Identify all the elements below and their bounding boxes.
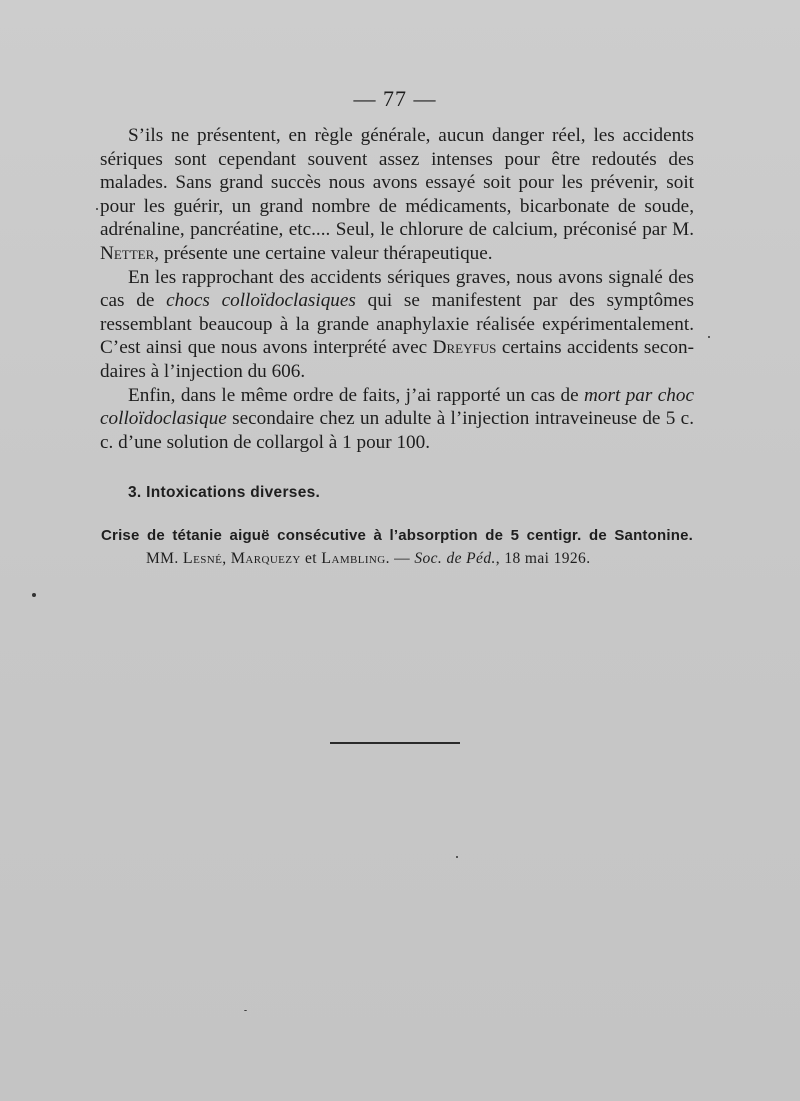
text-run: , présente une certaine valeur thérapeutique. <box>154 242 493 264</box>
text-run: secondaire chez un adulte à l’injection intraveineuse de 5 c. c. d’une solution de collargol à 1 pour 100. <box>100 408 694 453</box>
paragraph <box>100 124 694 266</box>
scan-speck <box>708 336 710 338</box>
text-run: , <box>222 550 231 567</box>
section-heading: 3. Intoxications diverses. <box>128 484 321 501</box>
body-text <box>100 124 694 454</box>
text-run: . — <box>385 550 415 567</box>
text-run: certains accidents secondaires à l’injection du 606. <box>100 337 695 382</box>
text-run: En les rapprochant des accidents sériques graves, nous avons signalé des cas de <box>100 266 694 312</box>
italic-text: mort par choc colloïdoclasique <box>100 384 695 430</box>
paragraph <box>100 266 694 384</box>
name-smallcaps: Dreyfus <box>432 337 497 359</box>
text-run: et <box>300 550 322 567</box>
text-run: Enfin, dans le même ordre de faits, j’ai rapporté un cas de <box>128 384 585 406</box>
reference-authors <box>146 550 590 568</box>
scan-speck <box>96 208 98 210</box>
text-run: MM. <box>146 550 183 567</box>
name-smallcaps: Netter <box>100 242 155 264</box>
page-number: — 77 — <box>353 86 437 111</box>
end-rule <box>330 742 460 744</box>
scan-speck <box>456 856 458 858</box>
text-run: S’ils ne présentent, en règle générale, aucun danger réel, les accidents sériques sont cependant souvent assez intenses pour être redoutés des malades. Sans grand succès nous avons essayé soit pour les prévenir, soit pour les guérir, un grand nombre de médicaments, bicarbonate de soude, adrénaline, pancréatine, etc.... Seul, le chlorure de calcium, préconisé par M. <box>100 125 694 241</box>
paragraph <box>100 384 694 455</box>
scan-speck <box>32 593 36 597</box>
italic-text: chocs colloïdoclasiques <box>166 290 356 312</box>
text-run: qui se manifestent par des symptômes ressemblant beaucoup à la grande anaphylaxie réalisée expérimentalement. C’est ainsi que nous avons interprété avec <box>100 290 694 359</box>
text-run: , 18 mai 1926. <box>495 550 591 567</box>
name-smallcaps: Lambling <box>321 550 386 567</box>
name-smallcaps: Lesné <box>182 550 223 567</box>
reference-title: Crise de tétanie aiguë consécutive à l’absorption de 5 centigr. de Santonine. <box>101 527 693 544</box>
scan-speck <box>244 1010 247 1011</box>
name-smallcaps: Marquezy <box>230 550 301 567</box>
italic-text: Soc. de Péd. <box>414 550 496 567</box>
